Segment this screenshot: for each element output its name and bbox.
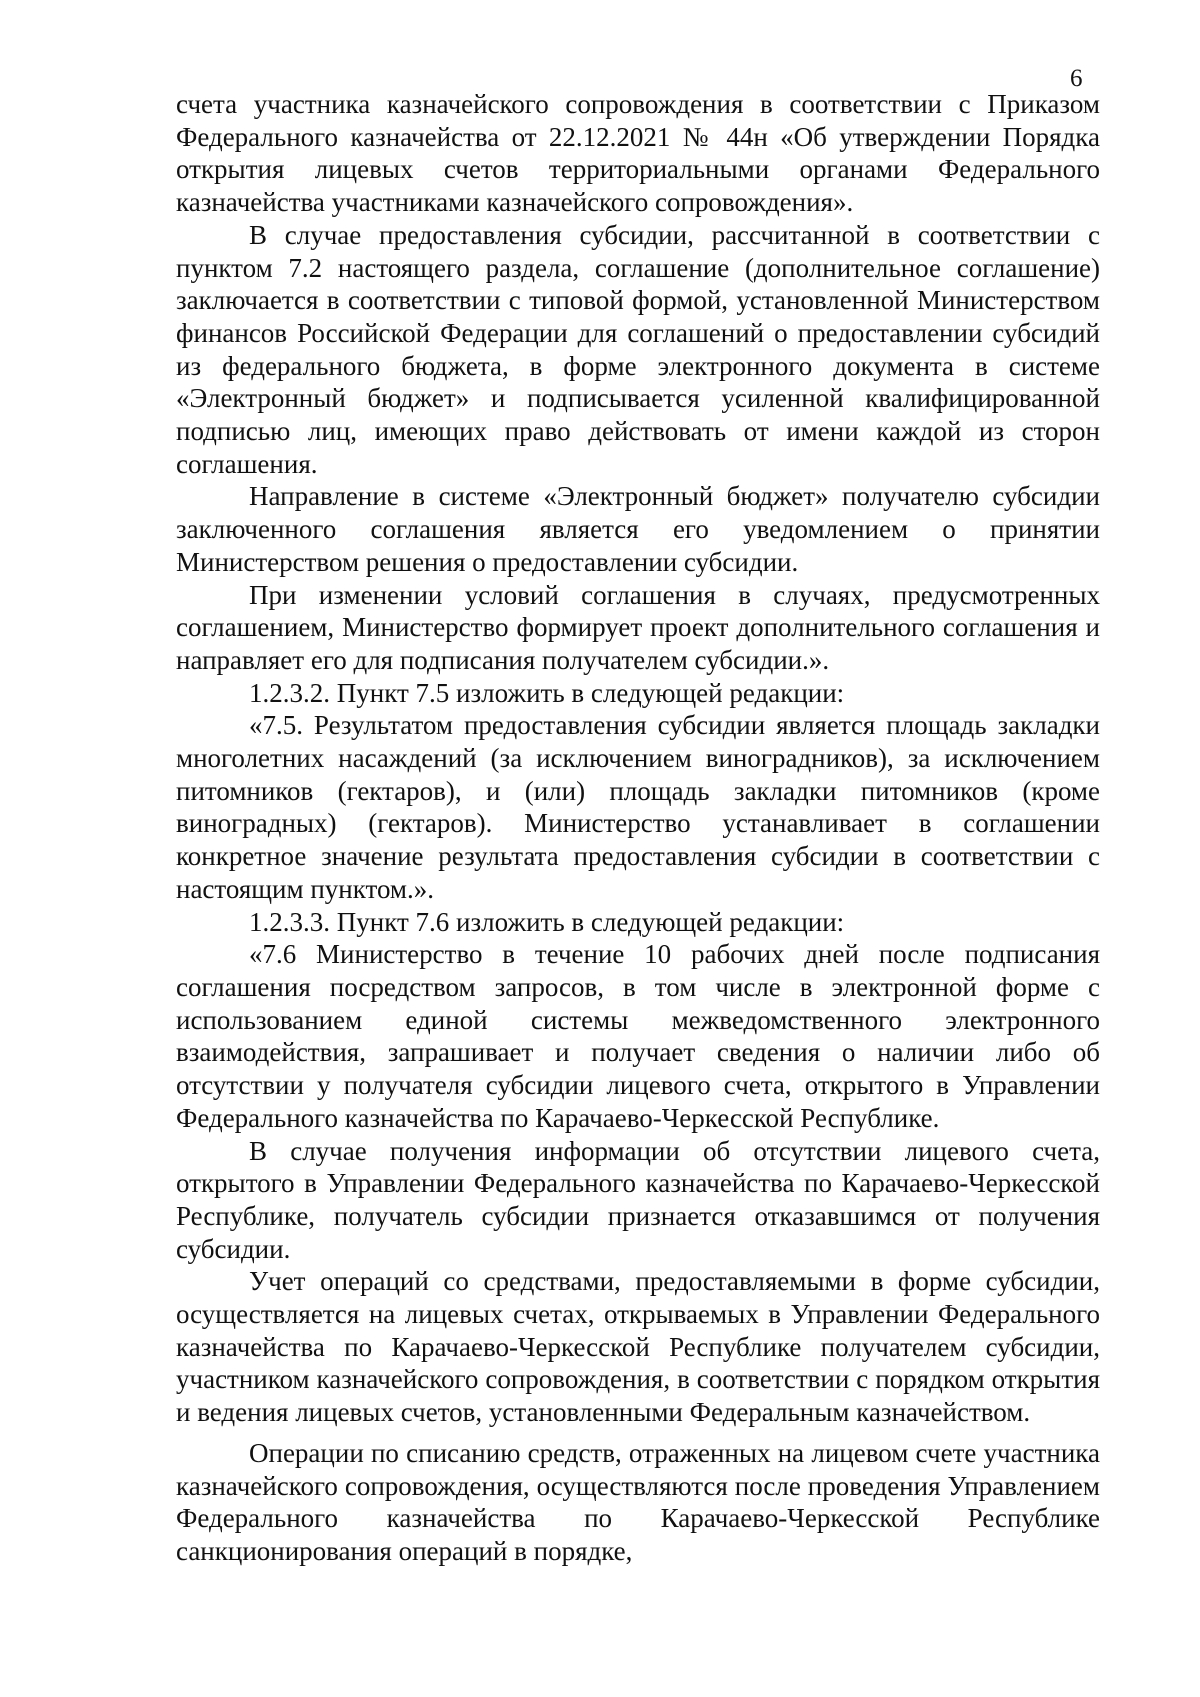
paragraph-operations: Операции по списанию средств, отраженных на лицевом счете участника казначейского сопровождения, осуществляются после проведения Управлением Федерального казначейства по Карачаево-Черкесской Республике санкционирования операций в порядке, xyxy=(176,1437,1100,1566)
paragraph-item-7-5: «7.5. Результатом предоставления субсидии является площадь закладки многолетних насаждений (за исключением виноградников), за исключением питомников (гектаров), и (или) площадь закладки питомников (кроме виноградных) (гектаров). Министерство устанавливает в соглашении конкретное значение результата предоставления субсидии в соответствии с настоящим пунктом.». xyxy=(176,710,1100,904)
paragraph-agreement-changes: При изменении условий соглашения в случаях, предусмотренных соглашением, Министерство формирует проект дополнительного соглашения и направляет его для подписания получателем субсидии.». xyxy=(176,579,1100,675)
paragraph-continuation: счета участника казначейского сопровождения в соответствии с Приказом Федерального казначейства от 22.12.2021 № 44н «Об утверждении Порядка открытия лицевых счетов территориальными органами Федерального казначейства участниками казначейского сопровождения». xyxy=(176,89,1100,218)
paragraph-accounting: Учет операций со средствами, предоставляемыми в форме субсидии, осуществляется на лицевых счетах, открываемых в Управлении Федерального казначейства по Карачаево-Черкесской Республике получателем субсидии, участником казначейского сопровождения, в соответствии с порядком открытия и ведения лицевых счетов, установленными Федеральным казначейством. xyxy=(176,1266,1100,1428)
paragraph-refusal: В случае получения информации об отсутствии лицевого счета, открытого в Управлении Федерального казначейства по Карачаево-Черкесской Республике, получатель субсидии признается отказавшимся от получения субсидии. xyxy=(176,1135,1100,1264)
page-number: 6 xyxy=(1070,65,1083,92)
paragraph-agreement-form: В случае предоставления субсидии, рассчитанной в соответствии с пунктом 7.2 настоящего раздела, соглашение (дополнительное соглашение) заключается в соответствии с типовой формой, установленной Министерством финансов Российской Федерации для соглашений о предоставлении субсидий из федерального бюджета, в форме электронного документа в системе «Электронный бюджет» и подписывается усиленной квалифицированной подписью лиц, имеющих право действовать от имени каждой из сторон соглашения. xyxy=(176,219,1100,479)
paragraph-item-7-6: «7.6 Министерство в течение 10 рабочих дней после подписания соглашения посредством запросов, в том числе в электронной форме с использованием единой системы межведомственного электронного взаимодействия, запрашивает и получает сведения о наличии либо об отсутствии у получателя субсидии лицевого счета, открытого в Управлении Федерального казначейства по Карачаево-Черкесской Республике. xyxy=(176,939,1100,1133)
paragraph-notification: Направление в системе «Электронный бюджет» получателю субсидии заключенного соглашения является его уведомлением о принятии Министерством решения о предоставлении субсидии. xyxy=(176,481,1100,577)
paragraph-clause-1-2-3-2: 1.2.3.2. Пункт 7.5 изложить в следующей редакции: xyxy=(249,677,845,708)
document-body xyxy=(176,88,1100,1568)
paragraph-clause-1-2-3-3: 1.2.3.3. Пункт 7.6 изложить в следующей редакции: xyxy=(249,906,845,937)
